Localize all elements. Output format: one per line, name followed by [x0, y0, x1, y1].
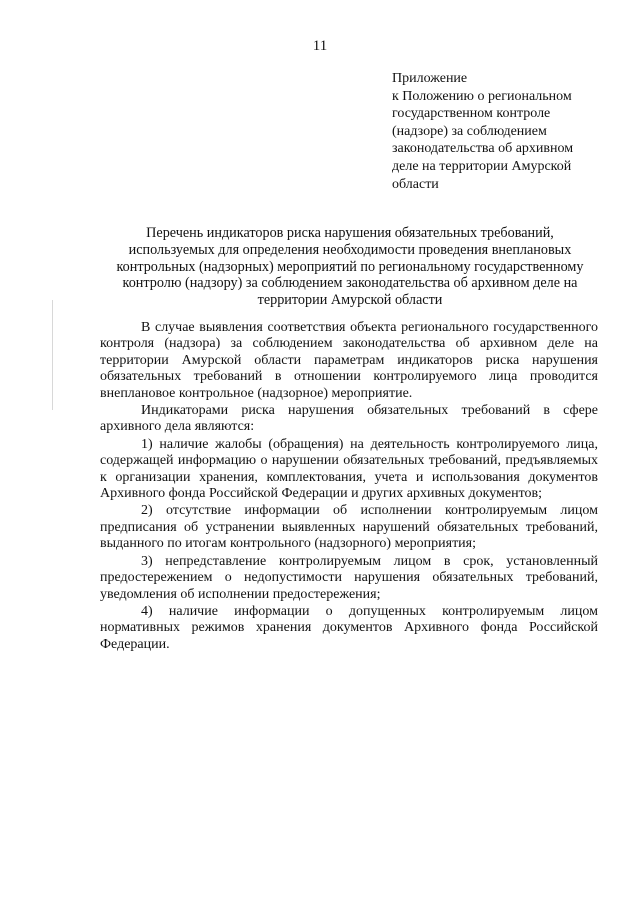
title-line: контрольных (надзорных) мероприятий по региональному государственному: [116, 258, 584, 275]
annex-line: (надзоре) за соблюдением: [392, 123, 547, 139]
body-paragraph-item-4: 4) наличие информации о допущенных контролируемым лицом нормативных режимов хранения документов Архивного фонда Российской Федерации.: [100, 603, 598, 652]
title-line: используемых для определения необходимости проведения внеплановых: [128, 241, 572, 258]
page-number: 11: [312, 38, 328, 54]
body-paragraph-intro: В случае выявления соответствия объекта регионального государственного контроля (надзора) за соблюдением законодательства об архивном деле на территории Амурской области параметрам индикаторов риска нарушения обязательных требований в отношении контролируемого лица проводится внеплановое контрольное (надзорное) мероприятие.: [100, 320, 598, 401]
document-body: [100, 320, 598, 653]
body-paragraph-item-2: 2) отсутствие информации об исполнении контролируемым лицом предписания об устранении выявленных нарушений обязательных требований, выданного по итогам контрольного (надзорного) мероприятия;: [100, 503, 598, 552]
annex-line: Приложение: [392, 71, 468, 86]
body-paragraph-item-3: 3) непредставление контролируемым лицом в срок, установленный предостережением о недопустимости нарушения обязательных требований, уведомления об исполнении предостережения;: [100, 553, 598, 602]
title-line: Перечень индикаторов риска нарушения обязательных требований,: [146, 225, 554, 241]
body-paragraph-indicators: Индикаторами риска нарушения обязательных требований в сфере архивного дела являются:: [100, 403, 598, 435]
annex-line: деле на территории Амурской: [392, 158, 572, 174]
annex-header: [392, 70, 622, 193]
annex-line: области: [392, 176, 439, 192]
document-title: [100, 225, 600, 309]
scan-artifact-line: [52, 300, 53, 410]
title-line: территории Амурской области: [257, 292, 443, 309]
body-paragraph-item-1: 1) наличие жалобы (обращения) на деятельность контролируемого лица, содержащей информацию о нарушении обязательных требований, предъявляемых к организации хранения, комплектования, учета и использования документов Архивного фонда Российской Федерации и других архивных документов;: [100, 436, 598, 502]
title-line: контролю (надзору) за соблюдением законодательства об архивном деле на: [122, 275, 578, 292]
annex-line: государственном контроле: [392, 106, 551, 122]
annex-line: законодательства об архивном: [392, 141, 574, 157]
annex-line: к Положению о региональном: [392, 88, 572, 104]
